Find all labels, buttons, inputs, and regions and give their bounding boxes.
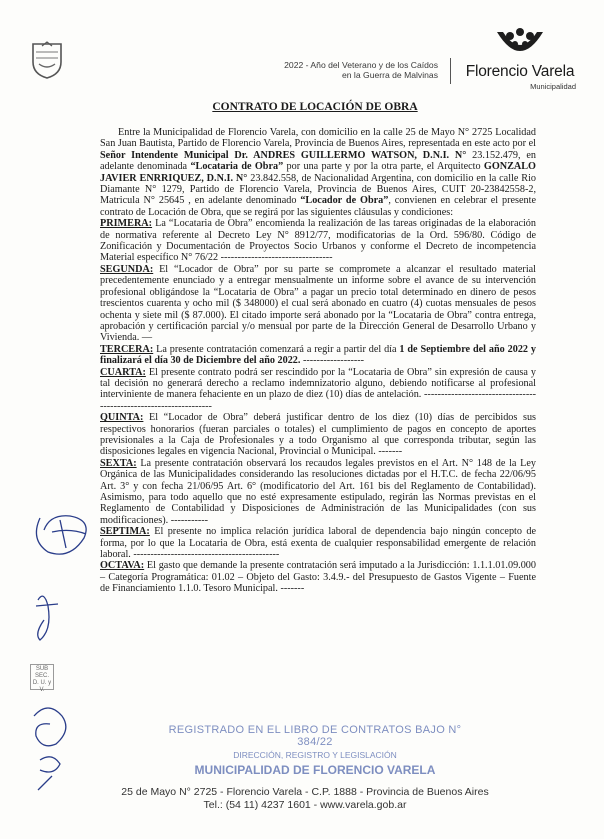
clause-cuarta: CUARTA: El presente contrato podrá ser rescindido por la “Locataria de Obra” sin expresión de causa y tal decisión no generará derecho a reclamo indemnizatorio alguno, debiendo notificarse al profesional interviniente de manera fehaciente en un plazo de diez (10) días de antelación. ------------------------------------------------------------------: [100, 366, 536, 412]
clause-septima: SEPTIMA: El presente no implica relación jurídica laboral de dependencia bajo ningún concepto de forma, por lo que la Locataria de Obra, está exenta de cualquier responsabilidad emergente de relación laboral. -------------------------------------------: [100, 526, 536, 561]
signature-initial-1: [36, 516, 86, 554]
clause-primera: PRIMERA: La “Locataria de Obra” encomienda la realización de las tareas originadas de la elaboración de normativa referente al Decreto Ley N° 8912/77, modificatorias de la Ord. 596/80. Código de Zonificación y Documentación de Proyectos Socio Urbanos y conforme el Decreto de incompetencia Material específico N° 76/22 ---------------------------------: [100, 218, 536, 264]
registration-stamp: [150, 724, 480, 777]
stamp-line-3: MUNICIPALIDAD DE FLORENCIO VARELA: [194, 763, 436, 777]
clause-sexta: SEXTA: La presente contratación observará los recaudos legales previstos en el Art. N° 148 de la Ley Orgánica de las Municipalidades considerando las resoluciones dictadas por el H.T.C. de fecha 22/06/95 Art. 3° y con fecha 21/06/95 Art. 6° (modificatorio del Art. 161 bis del Reglamento de Contabilidad). Asimismo, para todo aquello que no esté expresamente estipulado, regirán las Normas previstas en el Reglamento de Contabilidad y Disposiciones de Administración de las Municipalidades (con sus modificaciones). -----------: [100, 457, 536, 526]
intro-paragraph: Entre la Municipalidad de Florencio Varela, con domicilio en la calle 25 de Mayo N° 2725 Localidad San Juan Bautista, Partido de Florencio Varela, Provincia de Buenos Aires, representada en este acto por el Señor Intendente Municipal Dr. ANDRES GUILLERMO WATSON, D.N.I. N° 23.152.479, en adelante denominada “Locataria de Obra” por una parte y por la otra parte, el Arquitecto GONZALO JAVIER ENRRIQUEZ, D.N.I. N° 23.842.558, de Nacionalidad Argentina, con domicilio en la calle Rio Diamante N° 1279, Partido de Florencio Varela, Provincia de Buenos Aires, CUIT 20-23842558-2, Matricula N° 25645 , en adelante denominado “Locador de Obra”, convienen en celebrar el presente contrato de Locación de Obra, que se regirá por las siguientes cláusulas y condiciones:: [100, 127, 537, 218]
signature-initial-3: [34, 708, 66, 790]
page-footer: [60, 786, 550, 811]
brand-subtitle: Municipalidad: [530, 82, 576, 91]
motto-line-1: 2022 - Año del Veterano y de los Caídos: [284, 60, 438, 70]
stamp-line-1: REGISTRADO EN EL LIBRO DE CONTRATOS BAJO N° 384/22: [168, 724, 462, 748]
footer-address: 25 de Mayo N° 2725 - Florencio Varela - C.P. 1888 - Provincia de Buenos Aires: [121, 786, 489, 798]
clause-segunda: SEGUNDA: El “Locador de Obra” por su parte se compromete a alcanzar el resultado material precedentemente enunciado y a entregar mensualmente un informe sobre el avance de su intervención profesional obligándose la “Locataria de Obra” a pagar un precio total determinado en dinero de pesos trescientos cuarenta y ocho mil ($ 348000) el cual será abonado en cuatro (4) cuotas mensuales de pesos ochenta y siete mil ($ 87.000). El citado importe será abonado por la “Locataria de Obra” contra entrega, aprobación y certificación parcial y/o mensual por parte de la Dirección General de Desarrollo Urbano y Vivienda. —: [100, 263, 536, 344]
signature-initial-2: [36, 596, 58, 640]
contract-title: CONTRATO DE LOCACIÓN DE OBRA: [212, 101, 418, 113]
brand-name: Florencio Varela: [465, 63, 575, 80]
clause-quinta: QUINTA: El “Locador de Obra” deberá justificar dentro de los diez (10) días de percibidos sus respectivos honorarios (fueran parciales o totales) el cumplimiento de pagos en concepto de aportes previsionales a la Caja de Profesionales y a todo Organismo al que corresponda tributar, según las disposiciones legales en vigencia Nacional, Provincial o Municipal. -------: [100, 412, 536, 458]
clause-octava: OCTAVA: El gasto que demande la presente contratación será imputado a la Jurisdicción: 1.1.1.01.09.000 – Categoría Programática: 01.02 – Objeto del Gasto: 3.4.9.- del Presupuesto de Gastos Vigente – Fuente de Financiamiento 1.1.0. Tesoro Municipal. -------: [100, 560, 536, 595]
motto-line-2: en la Guerra de Malvinas: [341, 70, 438, 80]
clause-tercera: TERCERA: La presente contratación comenzará a regir a partir del día 1 de Septiembre del año 2022 y finalizará el día 30 de Diciembre del año 2022. ------------------: [100, 343, 536, 367]
footer-contact: Tel.: (54 11) 4237 1601 - www.varela.gob.ar: [203, 798, 407, 811]
sub-secretary-stamp: SUB SEC. D. U. y V.: [30, 664, 54, 690]
stamp-line-2: DIRECCIÓN, REGISTRO Y LEGISLACIÓN: [233, 750, 397, 760]
